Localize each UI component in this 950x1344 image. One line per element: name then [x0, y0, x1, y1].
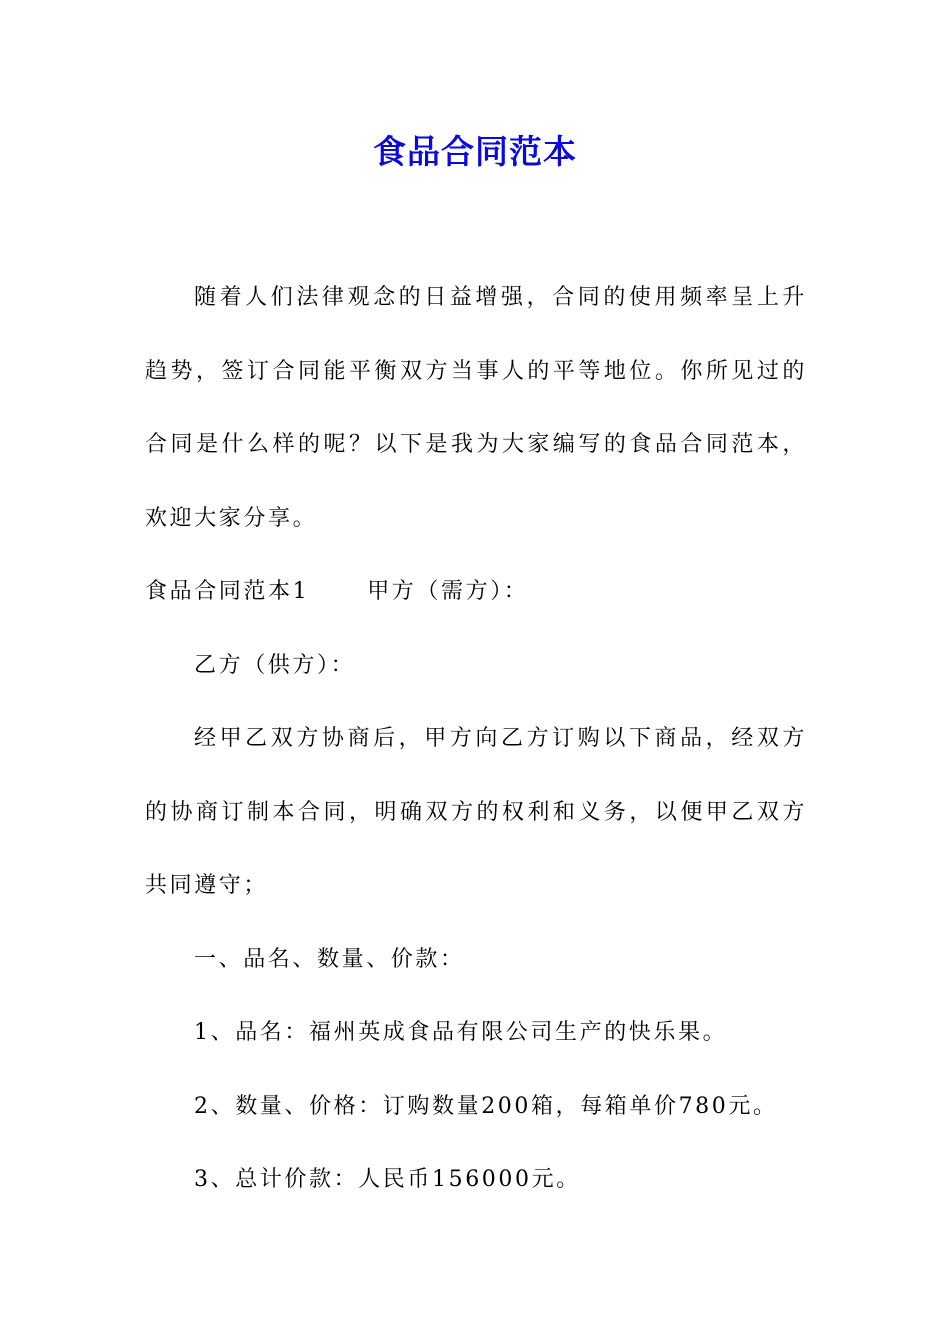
agreement-paragraph: 经甲乙双方协商后，甲方向乙方订购以下商品，经双方的协商订制本合同，明确双方的权利和义务，以便甲乙双方共同遵守；: [145, 726, 807, 898]
document-body: [145, 261, 807, 1217]
section-heading: 食品合同范本1: [145, 579, 310, 604]
intro-paragraph: 随着人们法律观念的日益增强，合同的使用频率呈上升趋势，签订合同能平衡双方当事人的平等地位。你所见过的合同是什么样的呢？以下是我为大家编写的食品合同范本，欢迎大家分享。: [145, 285, 807, 531]
party-a-label: 甲方（需方）：: [367, 579, 529, 604]
document-title: 食品合同范本: [373, 132, 577, 171]
party-b-label: 乙方（供方）：: [194, 652, 356, 678]
item-2-quantity-price: 2、数量、价格：订购数量200箱，每箱单价780元。: [194, 1093, 778, 1119]
item-1-product-name: 1、品名：福州英成食品有限公司生产的快乐果。: [194, 1020, 728, 1045]
item-3-total-price: 3、总计价款：人民币156000元。: [194, 1167, 581, 1192]
clause-1-heading: 一、品名、数量、价款：: [194, 946, 465, 972]
section-heading-line: [145, 555, 807, 629]
